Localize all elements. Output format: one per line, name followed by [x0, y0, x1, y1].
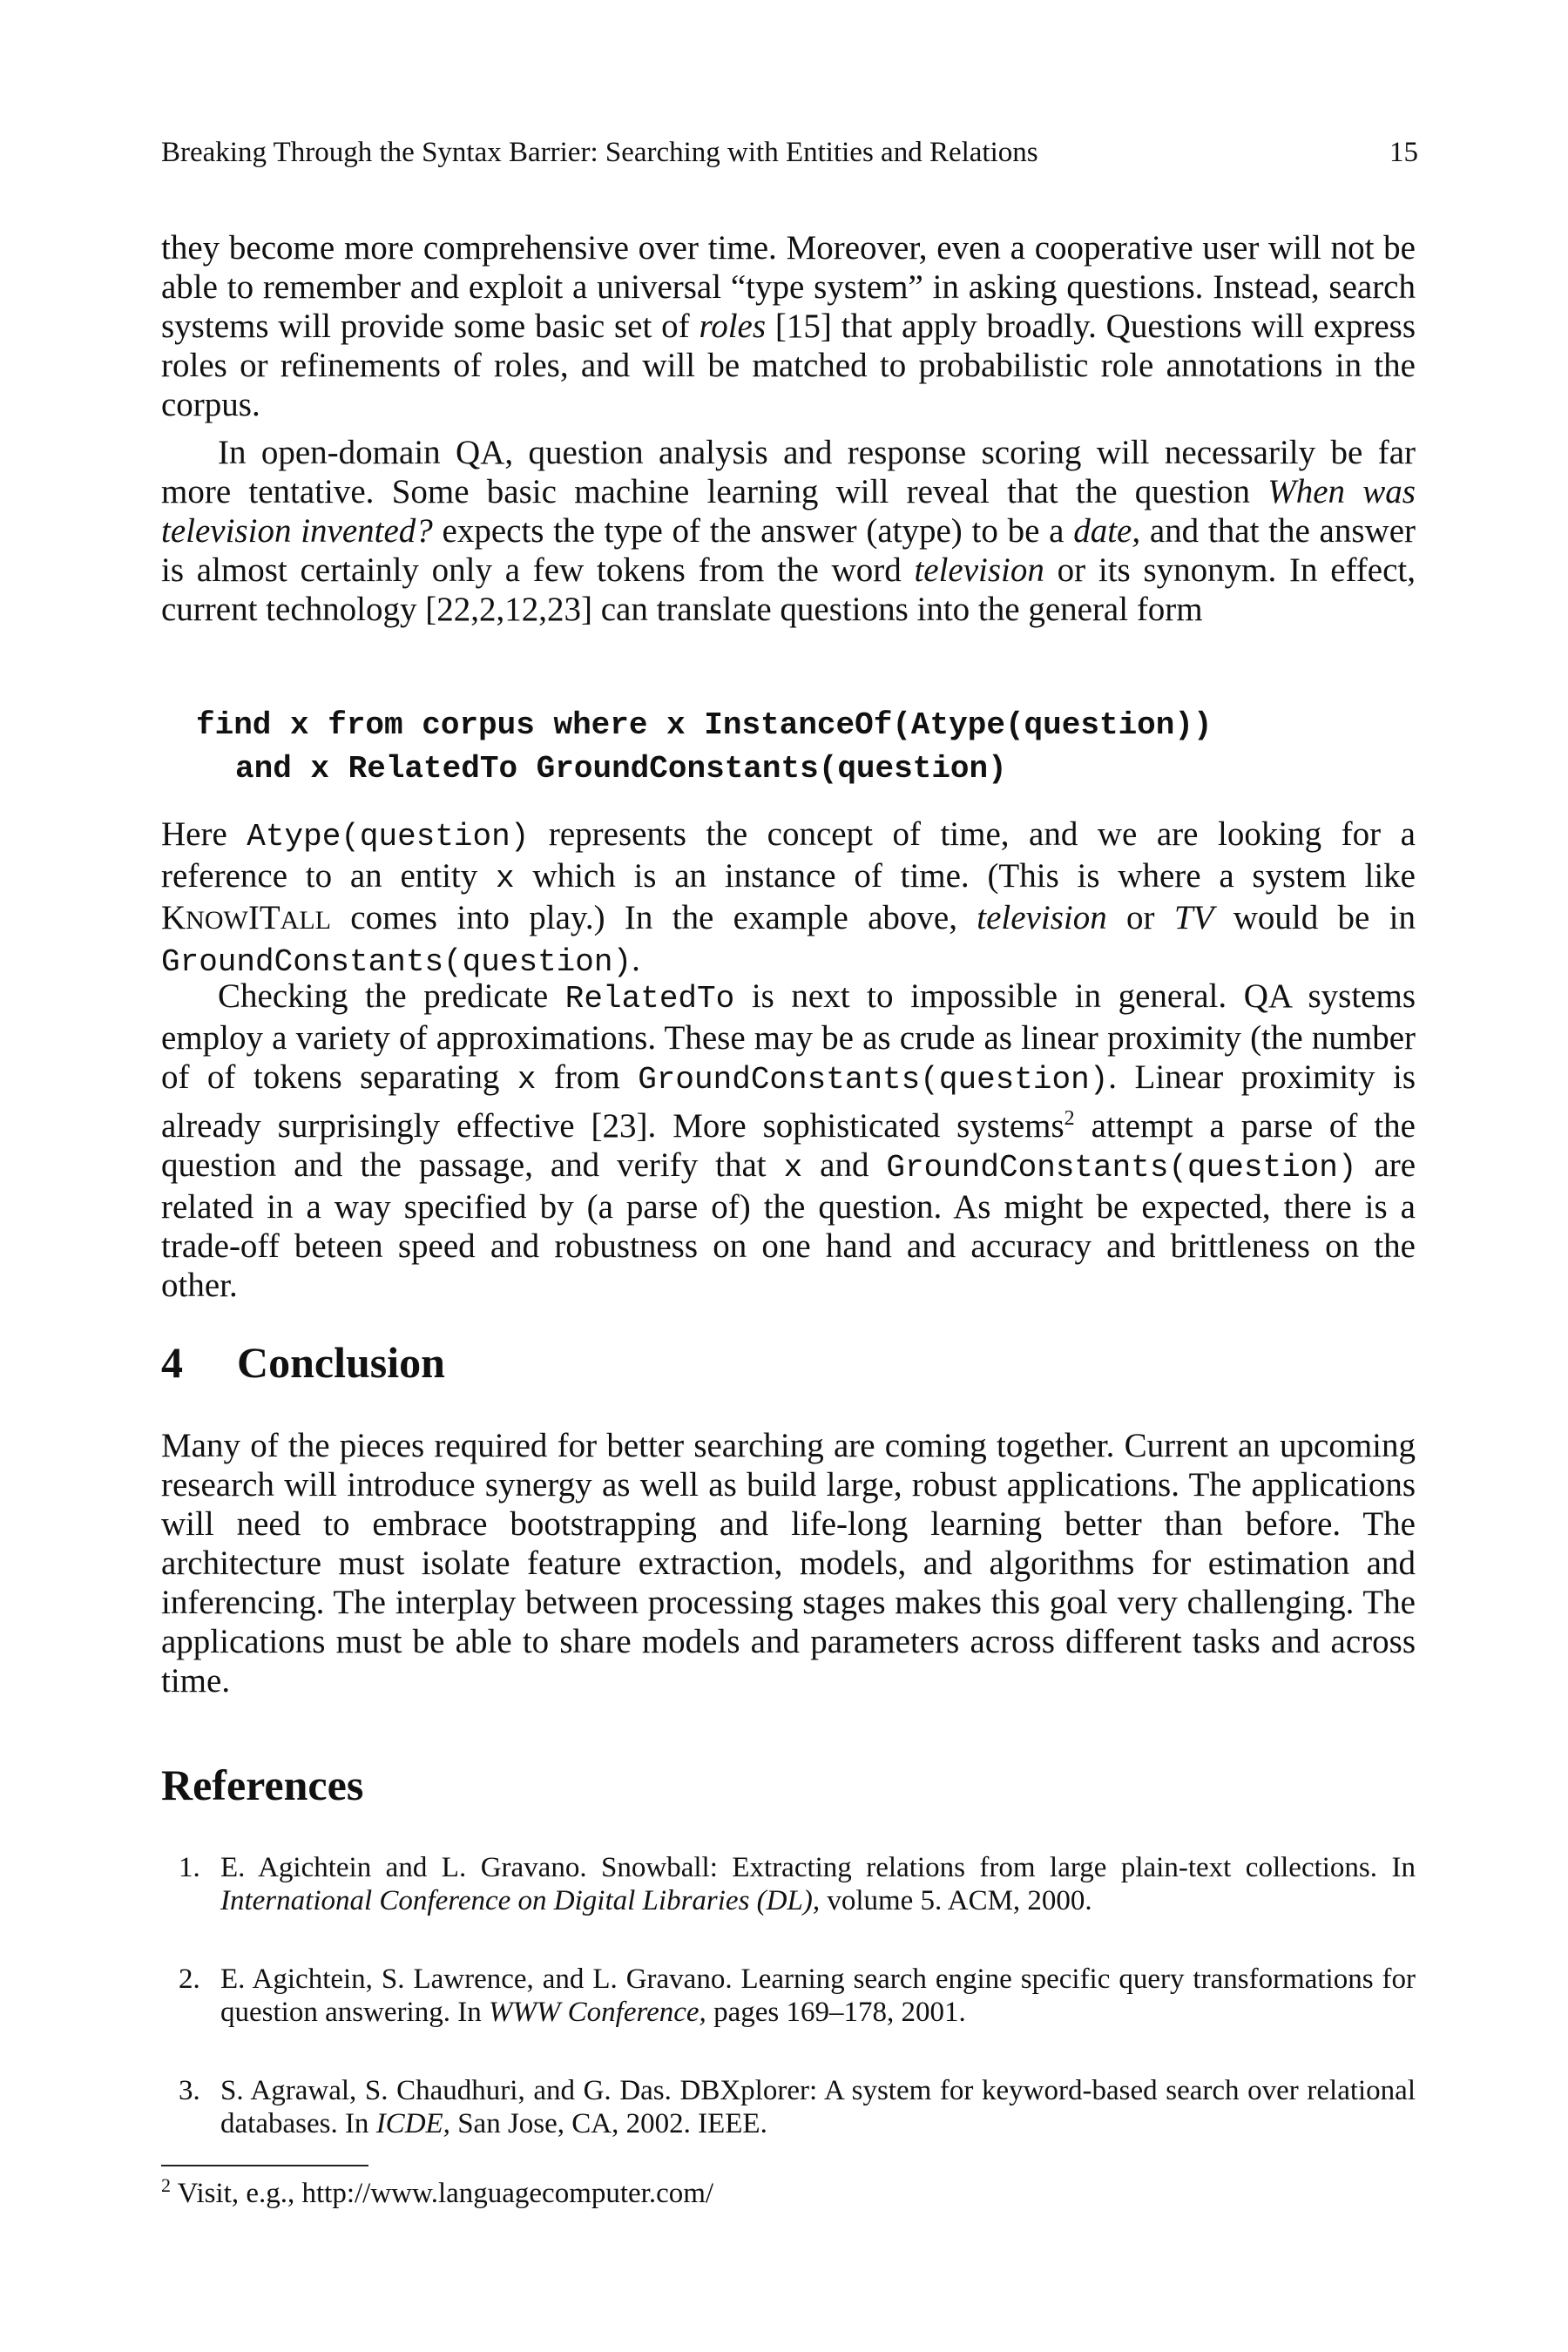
emphasis-tv: TV [1173, 899, 1214, 936]
reference-item [161, 1963, 1416, 2029]
footnote-rule [161, 2165, 368, 2166]
references-heading: References [161, 1761, 364, 1809]
text-run: is next to impossible in general. QA systems employ a variety of approximations. These may be as crude as linear proximity (the number of of tokens separating [161, 977, 1416, 1096]
text-run: or [1106, 899, 1174, 936]
reference-number: 2. [179, 1963, 200, 1995]
footnote [161, 2174, 713, 2210]
code-inline: x [517, 1062, 537, 1098]
paragraph-1 [161, 228, 1416, 424]
reference-number: 3. [179, 2075, 200, 2106]
reference-text [220, 1851, 1416, 1917]
text-run: and that the answer is almost certainly only a few tokens from the word [161, 512, 1416, 589]
smallcaps-part: T [259, 899, 280, 936]
text-run: are related in a way specified by (a parse of) the question. As might be expected, there is a trade-off beteen speed and robustness on one hand and accuracy and brittleness on the other. [161, 1146, 1416, 1304]
code-inline: x [783, 1150, 803, 1186]
text-run: comes into play.) In the example above, [330, 899, 977, 936]
emphasis-roles: roles [699, 308, 767, 345]
text-run: or its synonym. In effect, current technology [22,2,12,23] can translate questions into the general form [161, 551, 1416, 628]
code-inline: x [496, 861, 515, 896]
reference-number: 1. [179, 1852, 200, 1883]
text-run: [15] that apply broadly. Questions will express roles or refinements of roles, and will be matched to probabilistic role annotations in the corpus. [161, 308, 1416, 423]
paragraph-4 [161, 977, 1416, 1305]
section-title: Conclusion [237, 1338, 445, 1387]
code-inline: GroundConstants(question) [161, 944, 632, 980]
text-run: volume 5. ACM, 2000. [820, 1885, 1092, 1916]
text-run: would be in [1213, 899, 1416, 936]
emphasis-television: television [977, 899, 1107, 936]
text-run: S. Agrawal, S. Chaudhuri, and G. Das. DBXplorer: A system for keyword-based search over relational databases. In [220, 2075, 1416, 2139]
text-run: Here [161, 815, 247, 853]
text-run: pages 169–178, 2001. [706, 1997, 966, 2028]
reference-text [220, 2074, 1416, 2140]
smallcaps-part: ALL [280, 906, 331, 935]
reference-text [220, 1963, 1416, 2029]
emphasis-date: date, [1073, 512, 1141, 550]
footnote-mark: 2 [161, 2174, 171, 2196]
reference-venue: ICDE, [375, 2108, 450, 2139]
section-number: 4 [161, 1338, 183, 1387]
running-title: Breaking Through the Syntax Barrier: Searching with Entities and Relations [161, 137, 1038, 168]
smallcaps-part: NOW [186, 906, 248, 935]
code-inline: RelatedTo [564, 981, 735, 1017]
reference-item [161, 1851, 1416, 1917]
text-run: from [536, 1058, 639, 1096]
paragraph-3 [161, 814, 1416, 982]
system-name-knowitall [161, 899, 331, 936]
text-run: they become more comprehensive over time. Moreover, even a cooperative user will not be able to remember and exploit a universal “type system” in asking questions. Instead, search systems will provide some basic set of [161, 229, 1416, 345]
text-run: . [632, 941, 640, 978]
text-run: which is an instance of time. (This is where a system like [514, 857, 1416, 895]
text-run: expects the type of the answer (atype) to be a [432, 512, 1074, 550]
reference-venue: WWW Conference, [488, 1997, 706, 2028]
text-run: Checking the predicate [218, 977, 565, 1015]
code-inline: GroundConstants(question) [638, 1062, 1109, 1098]
code-line-2: and x RelatedTo GroundConstants(question) [235, 751, 1007, 787]
emphasis-question: When was television invented? [161, 473, 1416, 550]
text-run: E. Agichtein and L. Gravano. Snowball: Extracting relations from large plain-text collections. In [220, 1852, 1416, 1883]
page-number: 15 [1389, 137, 1418, 168]
text-run: attempt a parse of the question and the passage, and verify that [161, 1107, 1416, 1184]
text-run: represents the concept of time, and we are looking for a reference to an entity [161, 815, 1416, 895]
text-run: San Jose, CA, 2002. IEEE. [449, 2108, 767, 2139]
text-run: E. Agichtein, S. Lawrence, and L. Gravano. Learning search engine specific query transformations for question answering. In [220, 1963, 1416, 2028]
reference-item [161, 2074, 1416, 2140]
paragraph-5: Many of the pieces required for better searching are coming together. Current an upcoming research will introduce synergy as well as build large, robust applications. The applications will need to embrace bootstrapping and life-long learning better than before. The architecture must isolate feature extraction, models, and algorithms for estimation and inferencing. The interplay between processing stages makes this goal very challenging. The applications must be able to share models and parameters across different tasks and across time. [161, 1427, 1416, 1700]
text-run: In open-domain QA, question analysis and response scoring will necessarily be far more tentative. Some basic machine learning will reveal that the question [161, 434, 1416, 510]
code-inline: Atype(question) [247, 819, 530, 855]
code-inline: GroundConstants(question) [886, 1150, 1357, 1186]
smallcaps-part: I [247, 899, 260, 936]
text-run: . Linear proximity is already surprisingly effective [23]. More sophisticated systems [161, 1058, 1416, 1145]
text-run: and [802, 1146, 887, 1184]
smallcaps-part: K [161, 899, 186, 936]
paragraph-2 [161, 433, 1416, 629]
footnote-text: Visit, e.g., http://www.languagecomputer.com/ [171, 2178, 714, 2209]
code-line-1: find x from corpus where x InstanceOf(Atype(question)) [196, 707, 1213, 743]
footnote-marker[interactable]: 2 [1064, 1107, 1075, 1130]
emphasis-television: television [914, 551, 1044, 589]
reference-venue: International Conference on Digital Libraries (DL), [220, 1885, 821, 1916]
